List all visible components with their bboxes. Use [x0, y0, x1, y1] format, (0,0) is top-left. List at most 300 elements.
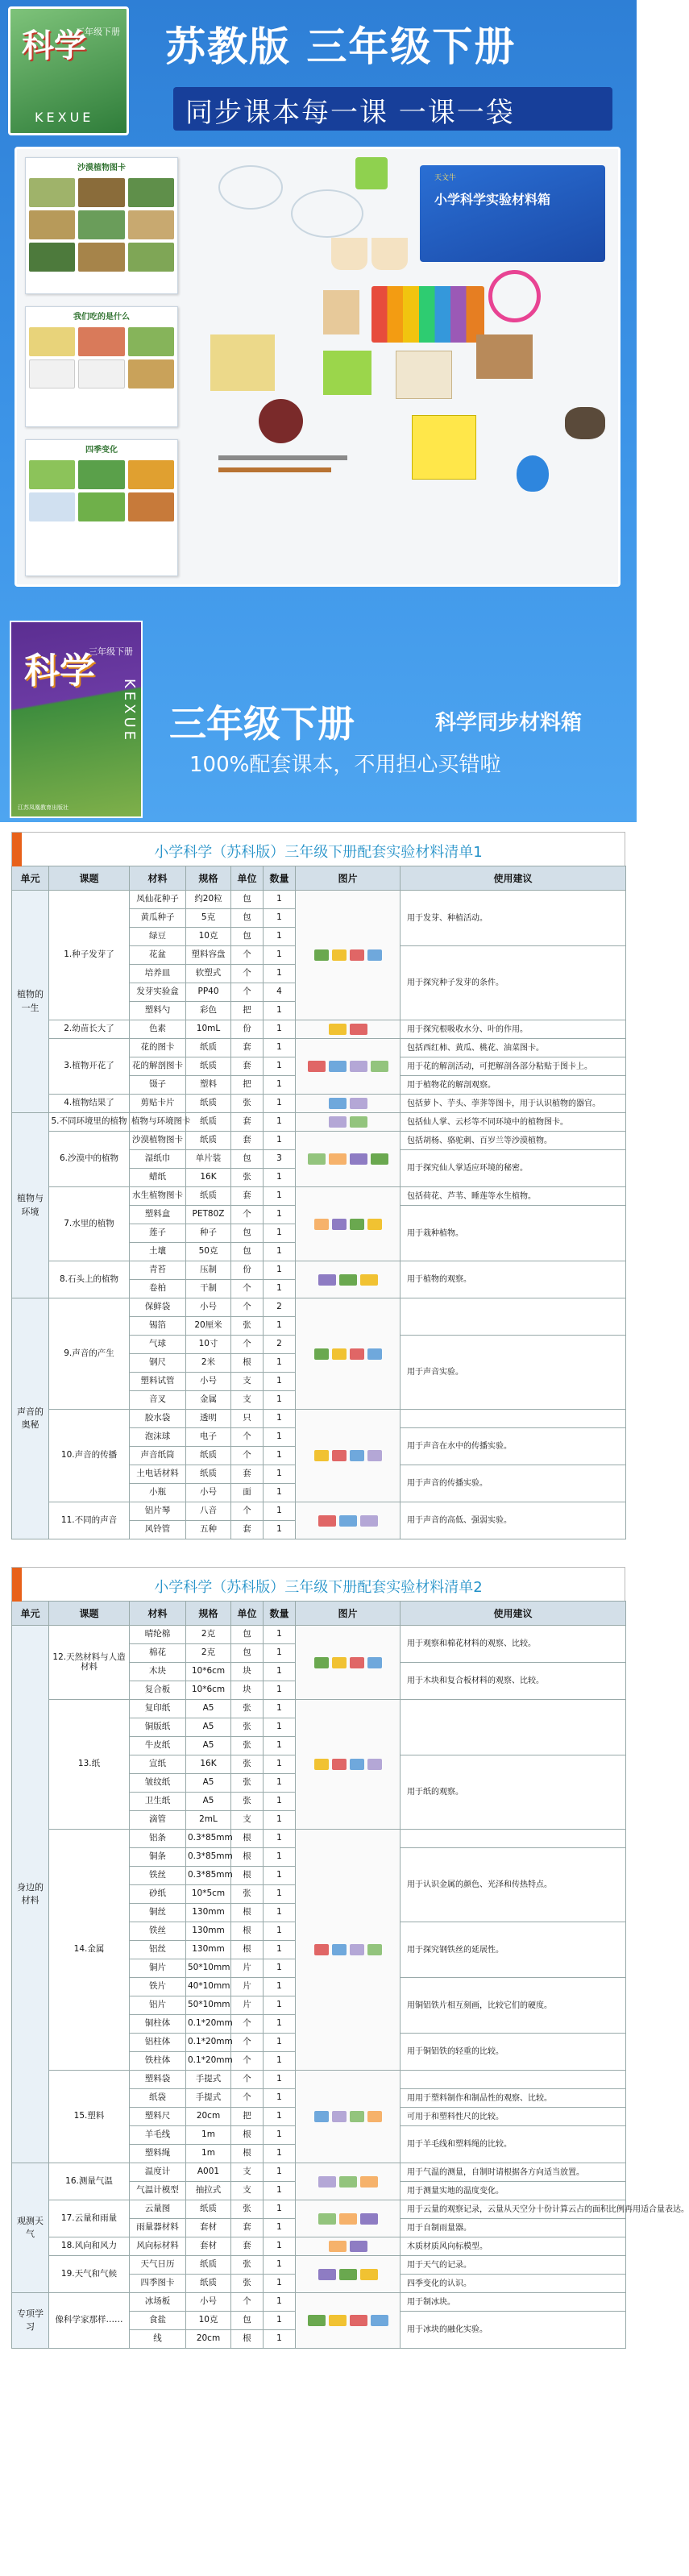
- unit-measure-cell: 片: [231, 1978, 264, 1996]
- sandpaper-disc: [259, 399, 303, 443]
- spec-cell: 干制: [186, 1280, 231, 1298]
- spec-cell: 纸质: [186, 1113, 231, 1132]
- spec-cell: 0.1*20mm: [186, 2052, 231, 2071]
- spec-cell: 套材: [186, 2237, 231, 2256]
- spec-cell: 5克: [186, 909, 231, 928]
- material-cell: 声音纸筒: [130, 1447, 186, 1465]
- header-row: [12, 1602, 626, 1626]
- unit-measure-cell: 包: [231, 2312, 264, 2330]
- spec-cell: 50*10mm: [186, 1996, 231, 2015]
- quantity-cell: 1: [264, 1941, 296, 1959]
- unit-measure-cell: 套: [231, 1132, 264, 1150]
- quantity-cell: 1: [264, 1243, 296, 1261]
- quantity-cell: 1: [264, 891, 296, 909]
- quantity-cell: 1: [264, 2293, 296, 2312]
- material-cell: 冰场板: [130, 2293, 186, 2312]
- soil-bag: [565, 407, 605, 439]
- petri-dish: [291, 189, 363, 238]
- unit-measure-cell: 根: [231, 1941, 264, 1959]
- material-cell: 食盐: [130, 2312, 186, 2330]
- material-cell: 铝片: [130, 1996, 186, 2015]
- spec-cell: 0.3*85mm: [186, 1830, 231, 1848]
- unit-measure-cell: 根: [231, 1354, 264, 1373]
- material-cell: 花的解剖图卡: [130, 1057, 186, 1076]
- material-photo: [367, 1657, 382, 1668]
- material-cell: 羊毛线: [130, 2126, 186, 2145]
- material-photo: [318, 2213, 336, 2225]
- unit-measure-cell: 支: [231, 1373, 264, 1391]
- paper-cup: [331, 238, 367, 270]
- desert-plant-card: [25, 157, 178, 294]
- unit-measure-cell: 包: [231, 928, 264, 946]
- usage-cell: 包括仙人掌、云杉等不同环境中的植物图卡。: [401, 1113, 626, 1132]
- spec-cell: 约20粒: [186, 891, 231, 909]
- unit-measure-cell: 个: [231, 2034, 264, 2052]
- lesson-cell: 10.声音的传播: [49, 1410, 130, 1502]
- material-cell: 砂纸: [130, 1885, 186, 1904]
- spec-cell: 小号: [186, 1484, 231, 1502]
- material-photo: [332, 1348, 347, 1360]
- hero-banner: [0, 0, 637, 822]
- usage-cell: 用于铜铝铁的轻重的比较。: [401, 2034, 626, 2071]
- material-photo: [367, 1944, 382, 1955]
- material-cell: 黄瓜种子: [130, 909, 186, 928]
- spec-cell: A5: [186, 1700, 231, 1718]
- material-photo: [360, 2176, 378, 2188]
- table-row: [12, 2237, 626, 2256]
- quantity-cell: 1: [264, 1354, 296, 1373]
- unit-measure-cell: 包: [231, 1224, 264, 1243]
- book-grade: 三年级下册: [89, 646, 133, 657]
- quantity-cell: 1: [264, 1317, 296, 1336]
- lesson-cell: 9.声音的产生: [49, 1298, 130, 1410]
- quantity-cell: 1: [264, 1830, 296, 1848]
- spec-cell: 金属: [186, 1391, 231, 1410]
- quantity-cell: 1: [264, 2163, 296, 2182]
- lesson-cell: 13.纸: [49, 1700, 130, 1830]
- column-header: 图片: [296, 866, 401, 891]
- material-photo: [329, 2315, 347, 2326]
- unit-measure-cell: 包: [231, 1626, 264, 1644]
- column-header: 单位: [231, 1602, 264, 1626]
- quantity-cell: 1: [264, 1187, 296, 1206]
- table-row: [12, 2200, 626, 2219]
- picture-cell: [296, 1626, 401, 1700]
- quantity-cell: 1: [264, 1113, 296, 1132]
- materials-list-2: [0, 1557, 689, 2349]
- unit-measure-cell: 个: [231, 2293, 264, 2312]
- material-photo: [360, 1515, 378, 1527]
- material-photo: [367, 1219, 382, 1230]
- usage-cell: [401, 1830, 626, 1848]
- table-row: [12, 1261, 626, 1280]
- material-photo: [318, 2269, 336, 2280]
- material-photo: [350, 1759, 364, 1770]
- lesson-cell: 19.天气和气候: [49, 2256, 130, 2293]
- material-cell: 土壤: [130, 1243, 186, 1261]
- material-cell: 音叉: [130, 1391, 186, 1410]
- lesson-cell: 8.石头上的植物: [49, 1261, 130, 1298]
- unit-cell: 专项学习: [12, 2293, 49, 2349]
- unit-measure-cell: 支: [231, 1391, 264, 1410]
- materials-table: [11, 866, 626, 1539]
- material-photo: [329, 1098, 347, 1109]
- material-cell: 钢尺: [130, 1354, 186, 1373]
- material-photo: [332, 2111, 347, 2122]
- material-cell: 铜条: [130, 1848, 186, 1867]
- material-photo: [371, 2315, 388, 2326]
- picture-cell: [296, 1039, 401, 1095]
- material-photo: [318, 2176, 336, 2188]
- card-title: 沙漠植物图卡: [77, 164, 126, 172]
- usage-cell: 用于认识金属的颜色、光泽和传热特点。: [401, 1848, 626, 1922]
- green-paper: [323, 351, 371, 395]
- picture-cell: [296, 1095, 401, 1113]
- picture-cell: [296, 2163, 401, 2200]
- paper-cup: [371, 238, 408, 270]
- material-cell: 发芽实验盒: [130, 983, 186, 1002]
- quantity-cell: 1: [264, 2275, 296, 2293]
- unit-measure-cell: 只: [231, 1410, 264, 1428]
- picture-cell: [296, 2293, 401, 2349]
- spec-cell: 0.3*85mm: [186, 1867, 231, 1885]
- spec-cell: PET80Z: [186, 1206, 231, 1224]
- unit-measure-cell: 张: [231, 2275, 264, 2293]
- unit-measure-cell: 面: [231, 1484, 264, 1502]
- grade-tagline: 100%配套课本，不用担心买错啦: [189, 753, 501, 777]
- unit-measure-cell: 包: [231, 1644, 264, 1663]
- quantity-cell: 1: [264, 1811, 296, 1830]
- usage-cell: 包括荷花、芦苇、睡莲等水生植物。: [401, 1187, 626, 1206]
- unit-measure-cell: 套: [231, 1187, 264, 1206]
- table-row: [12, 1039, 626, 1057]
- column-header: 材料: [130, 866, 186, 891]
- material-photo: [350, 1116, 367, 1128]
- unit-cell: 声音的奥秘: [12, 1298, 49, 1539]
- usage-cell: [401, 1298, 626, 1336]
- book-logo: 科学: [22, 27, 86, 64]
- unit-measure-cell: 根: [231, 1904, 264, 1922]
- unit-measure-cell: 套: [231, 2237, 264, 2256]
- quantity-cell: 1: [264, 1095, 296, 1113]
- unit-measure-cell: 包: [231, 909, 264, 928]
- quantity-cell: 1: [264, 2052, 296, 2071]
- spec-cell: 纸质: [186, 1095, 231, 1113]
- quantity-cell: 2: [264, 1336, 296, 1354]
- usage-cell: [401, 1700, 626, 1755]
- unit-cell: 植物与环境: [12, 1113, 49, 1298]
- spec-cell: 电子: [186, 1428, 231, 1447]
- spec-cell: 纸质: [186, 2275, 231, 2293]
- material-photo: [339, 2176, 357, 2188]
- spec-cell: 纸质: [186, 1132, 231, 1150]
- usage-cell: 用铜铝铁片相互刻画，比较它们的硬度。: [401, 1978, 626, 2034]
- picture-cell: [296, 2237, 401, 2256]
- quantity-cell: 1: [264, 1774, 296, 1793]
- unit-measure-cell: 个: [231, 946, 264, 965]
- unit-measure-cell: 套: [231, 2219, 264, 2237]
- material-photo: [350, 2111, 364, 2122]
- material-cell: 水生植物图卡: [130, 1187, 186, 1206]
- quantity-cell: 1: [264, 1020, 296, 1039]
- unit-measure-cell: 套: [231, 1113, 264, 1132]
- spec-cell: 40*10mm: [186, 1978, 231, 1996]
- material-cell: 莲子: [130, 1224, 186, 1243]
- spec-cell: 软塑式: [186, 965, 231, 983]
- usage-cell: 用用于塑料制作和制品性的观察、比较。: [401, 2089, 626, 2108]
- unit-measure-cell: 个: [231, 1428, 264, 1447]
- grade-title: 三年级下册: [169, 702, 355, 746]
- unit-measure-cell: 张: [231, 1095, 264, 1113]
- spec-cell: 纸质: [186, 1057, 231, 1076]
- unit-cell: 观测天气: [12, 2163, 49, 2293]
- quantity-cell: 1: [264, 1057, 296, 1076]
- usage-cell: 用于发芽、种植活动。: [401, 891, 626, 946]
- table-row: [12, 1113, 626, 1132]
- spec-cell: 纸质: [186, 1447, 231, 1465]
- wood-panel: [396, 351, 452, 399]
- spec-cell: 10mL: [186, 1020, 231, 1039]
- table-row: [12, 1020, 626, 1039]
- material-photo: [329, 1024, 347, 1035]
- unit-measure-cell: 个: [231, 983, 264, 1002]
- lesson-cell: 15.塑料: [49, 2071, 130, 2163]
- flower-pot: [355, 157, 388, 189]
- quantity-cell: 1: [264, 1700, 296, 1718]
- usage-cell: 用于探究根吸收水分、叶的作用。: [401, 1020, 626, 1039]
- unit-measure-cell: 包: [231, 1150, 264, 1169]
- spec-cell: 2克: [186, 1626, 231, 1644]
- unit-measure-cell: 包: [231, 1243, 264, 1261]
- quantity-cell: 1: [264, 1521, 296, 1539]
- material-photo: [350, 1153, 367, 1165]
- material-cell: 铝丝: [130, 1941, 186, 1959]
- unit-measure-cell: 把: [231, 1076, 264, 1095]
- quantity-cell: 1: [264, 1261, 296, 1280]
- material-photo: [332, 1759, 347, 1770]
- spec-cell: 0.1*20mm: [186, 2034, 231, 2052]
- table-row: [12, 1626, 626, 1644]
- table-row: [12, 1830, 626, 1848]
- material-cell: 铝条: [130, 1830, 186, 1848]
- unit-measure-cell: 个: [231, 1206, 264, 1224]
- material-photo: [339, 1274, 357, 1286]
- column-header: 数量: [264, 1602, 296, 1626]
- column-header: 单元: [12, 1602, 49, 1626]
- spec-cell: 130mm: [186, 1904, 231, 1922]
- spec-cell: 10*6cm: [186, 1663, 231, 1681]
- material-cell: 剪贴卡片: [130, 1095, 186, 1113]
- quantity-cell: 1: [264, 909, 296, 928]
- usage-cell: 用于气温的测量，自制时请根据各方向适当放置。: [401, 2163, 626, 2182]
- column-header: 数量: [264, 866, 296, 891]
- spec-cell: 50*10mm: [186, 1959, 231, 1978]
- usage-cell: 包括西红柿、黄瓜、桃花、油菜图卡。: [401, 1039, 626, 1057]
- spec-cell: 20cm: [186, 2330, 231, 2349]
- quantity-cell: 1: [264, 2108, 296, 2126]
- material-cell: 花的图卡: [130, 1039, 186, 1057]
- quantity-cell: 1: [264, 1904, 296, 1922]
- material-photo: [314, 2111, 329, 2122]
- material-photo: [308, 1153, 326, 1165]
- book-pinyin: KEXUE: [121, 679, 138, 744]
- unit-measure-cell: 张: [231, 1755, 264, 1774]
- material-cell: 风向标材料: [130, 2237, 186, 2256]
- quantity-cell: 1: [264, 2256, 296, 2275]
- unit-measure-cell: 张: [231, 1774, 264, 1793]
- picture-cell: [296, 1020, 401, 1039]
- grade-subtitle: 科学同步材料箱: [435, 711, 583, 735]
- spec-cell: 50克: [186, 1243, 231, 1261]
- table-row: [12, 2293, 626, 2312]
- quantity-cell: 1: [264, 1922, 296, 1941]
- spec-cell: 16K: [186, 1755, 231, 1774]
- spec-cell: 10克: [186, 928, 231, 946]
- material-cell: 卷柏: [130, 1280, 186, 1298]
- quantity-cell: 1: [264, 1002, 296, 1020]
- usage-cell: 用于自制雨量器。: [401, 2219, 626, 2237]
- material-photo: [360, 2213, 378, 2225]
- material-photo: [360, 2269, 378, 2280]
- usage-cell: 用于声音实验。: [401, 1336, 626, 1410]
- usage-cell: 用于栽种植物。: [401, 1206, 626, 1261]
- material-photo: [350, 1024, 367, 1035]
- materials-table: [11, 1601, 689, 2349]
- spec-cell: A5: [186, 1718, 231, 1737]
- material-photo: [367, 2111, 382, 2122]
- unit-measure-cell: 张: [231, 1885, 264, 1904]
- material-cell: 线: [130, 2330, 186, 2349]
- material-photo: [367, 1348, 382, 1360]
- material-cell: 云量图: [130, 2200, 186, 2219]
- material-cell: 塑料试管: [130, 1373, 186, 1391]
- material-cell: 土电话材料: [130, 1465, 186, 1484]
- material-cell: 泡沫球: [130, 1428, 186, 1447]
- spec-cell: 五种: [186, 1521, 231, 1539]
- material-photo: [371, 1061, 388, 1072]
- material-cell: 铜丝: [130, 1904, 186, 1922]
- material-cell: 铁丝: [130, 1867, 186, 1885]
- column-header: 材料: [130, 1602, 186, 1626]
- material-cell: 培养皿: [130, 965, 186, 983]
- material-cell: 铜版纸: [130, 1718, 186, 1737]
- spec-cell: 1m: [186, 2126, 231, 2145]
- material-photo: [350, 1098, 367, 1109]
- table-title: 小学科学（苏科版）三年级下册配套实验材料清单2: [154, 1579, 483, 1596]
- material-photo: [350, 1944, 364, 1955]
- book-cover: [10, 621, 143, 818]
- quantity-cell: 1: [264, 1373, 296, 1391]
- spec-cell: 2mL: [186, 1811, 231, 1830]
- lesson-cell: 5.不同环境里的植物: [49, 1113, 130, 1132]
- seasons-card: [25, 439, 178, 576]
- unit-measure-cell: 张: [231, 1718, 264, 1737]
- usage-cell: 用于声音的传播实验。: [401, 1465, 626, 1502]
- table-row: [12, 1700, 626, 1718]
- material-photo: [350, 1450, 364, 1461]
- card-title: 四季变化: [85, 446, 118, 455]
- usage-cell: 用于声音在水中的传播实验。: [401, 1428, 626, 1465]
- unit-measure-cell: 根: [231, 1830, 264, 1848]
- unit-measure-cell: 根: [231, 1922, 264, 1941]
- material-photo: [329, 1153, 347, 1165]
- unit-measure-cell: 张: [231, 1169, 264, 1187]
- spec-cell: A5: [186, 1774, 231, 1793]
- material-photo: [350, 2315, 367, 2326]
- material-photo: [318, 1515, 336, 1527]
- usage-cell: 用于观察和棉花材料的观察、比较。: [401, 1626, 626, 1663]
- spec-cell: 种子: [186, 1224, 231, 1243]
- quantity-cell: 1: [264, 1644, 296, 1663]
- unit-measure-cell: 支: [231, 1811, 264, 1830]
- table-row: [12, 1187, 626, 1206]
- unit-measure-cell: 份: [231, 1020, 264, 1039]
- unit-measure-cell: 块: [231, 1663, 264, 1681]
- spec-cell: 纸质: [186, 2200, 231, 2219]
- spec-cell: 2克: [186, 1644, 231, 1663]
- material-cell: 铁片: [130, 1978, 186, 1996]
- column-header: 使用建议: [401, 866, 626, 891]
- material-photo: [332, 1450, 347, 1461]
- unit-measure-cell: 个: [231, 2071, 264, 2089]
- unit-measure-cell: 根: [231, 2145, 264, 2163]
- column-header: 单元: [12, 866, 49, 891]
- spec-cell: 套材: [186, 2219, 231, 2237]
- usage-cell: 用于木块和复合板材料的观察、比较。: [401, 1663, 626, 1700]
- material-cell: 牛皮纸: [130, 1737, 186, 1755]
- quantity-cell: 1: [264, 1626, 296, 1644]
- column-header: 图片: [296, 1602, 401, 1626]
- quantity-cell: 1: [264, 2015, 296, 2034]
- lesson-cell: 11.不同的声音: [49, 1502, 130, 1539]
- spec-cell: 压制: [186, 1261, 231, 1280]
- column-header: 规格: [186, 866, 231, 891]
- material-photo: [360, 1274, 378, 1286]
- picture-cell: [296, 1410, 401, 1502]
- material-photo: [371, 1153, 388, 1165]
- quantity-cell: 1: [264, 1169, 296, 1187]
- material-photo: [332, 949, 347, 961]
- spec-cell: 20cm: [186, 2108, 231, 2126]
- unit-measure-cell: 张: [231, 1737, 264, 1755]
- unit-measure-cell: 张: [231, 1317, 264, 1336]
- blue-balloon: [517, 455, 549, 492]
- quantity-cell: 1: [264, 1410, 296, 1428]
- material-photo: [367, 1759, 382, 1770]
- quantity-cell: 1: [264, 2312, 296, 2330]
- quantity-cell: 1: [264, 1484, 296, 1502]
- picture-cell: [296, 1261, 401, 1298]
- material-photo: [308, 2315, 326, 2326]
- quantity-cell: 1: [264, 1663, 296, 1681]
- material-cell: 四季图卡: [130, 2275, 186, 2293]
- material-cell: 天气日历: [130, 2256, 186, 2275]
- unit-measure-cell: 套: [231, 1521, 264, 1539]
- lesson-cell: 18.风向和风力: [49, 2237, 130, 2256]
- picture-cell: [296, 1700, 401, 1830]
- publisher: 江苏凤凰教育出版社: [18, 804, 68, 811]
- unit-measure-cell: 支: [231, 2163, 264, 2182]
- quantity-cell: 1: [264, 1280, 296, 1298]
- lesson-cell: 17.云量和雨量: [49, 2200, 130, 2237]
- picture-cell: [296, 2071, 401, 2163]
- material-cell: 植物与环境图卡: [130, 1113, 186, 1132]
- quantity-cell: 1: [264, 1076, 296, 1095]
- material-photo: [339, 1515, 357, 1527]
- table-title: 小学科学（苏科版）三年级下册配套实验材料清单1: [154, 844, 483, 861]
- copper-rod: [218, 467, 331, 472]
- quantity-cell: 1: [264, 928, 296, 946]
